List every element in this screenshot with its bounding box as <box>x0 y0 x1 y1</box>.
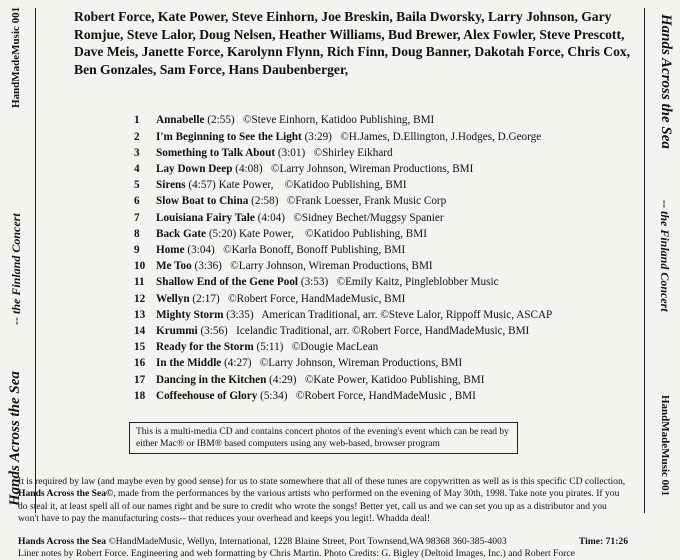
track-row <box>134 112 636 128</box>
track-title: Sirens <box>156 179 186 192</box>
track-title: Me Too <box>156 260 192 273</box>
track-info: (2:58) ©Frank Loesser, Frank Music Corp <box>248 195 447 208</box>
track-info: (4:29) ©Kate Power, Katidoo Publishing, BMI <box>266 373 485 386</box>
track-title: Lay Down Deep <box>156 162 233 175</box>
left-spine <box>0 0 36 521</box>
track-row <box>134 339 636 355</box>
track-number: 8 <box>134 227 140 240</box>
track-row <box>134 372 636 388</box>
left-spine-catalog: HandMadeMusic 001 <box>10 6 22 108</box>
track-row <box>134 242 636 258</box>
footer-publisher: ©HandMadeMusic, Wellyn, International, 1228 Blaine Street, Port Townsend,WA 98368 360-385-4003 <box>106 535 507 547</box>
track-info: (5:11) ©Dougie MacLean <box>253 341 379 354</box>
right-spine-catalog: HandMadeMusic 001 <box>659 395 671 497</box>
track-row <box>134 193 636 209</box>
track-number: 13 <box>134 308 146 321</box>
footer-publisher-line <box>18 536 507 548</box>
footer-credits: Liner notes by Robert Force. Engineering and web formatting by Chris Martin. Photo Credits: G. Bigley (Deltoid Images, Inc.) and Robert Force <box>18 548 575 560</box>
track-number: 7 <box>134 211 140 224</box>
track-title: Back Gate <box>156 227 207 240</box>
track-row <box>134 355 636 371</box>
track-info: (4:57) Kate Power, ©Katidoo Publishing, BMI <box>185 179 407 192</box>
track-number: 11 <box>134 276 145 289</box>
track-row <box>134 274 636 290</box>
track-row <box>134 210 636 226</box>
track-title: Coffeehouse of Glory <box>156 389 258 402</box>
legal-album-name: Hands Across the Sea© <box>18 488 114 500</box>
track-info: (4:27) ©Larry Johnson, Wireman Productions, BMI <box>221 357 463 370</box>
track-title: Louisiana Fairy Tale <box>156 211 255 224</box>
multimedia-note: This is a multi-media CD and contains concert photos of the evening's event which can be read by either Mac® or IBM® based computers using any web-based, browser program <box>129 422 518 454</box>
track-info: (3:53) ©Emily Kaitz, Pingleblobber Music <box>298 276 499 289</box>
track-number: 5 <box>134 179 140 192</box>
track-number: 16 <box>134 357 146 370</box>
track-info: (3:36) ©Larry Johnson, Wireman Productions, BMI <box>191 260 433 273</box>
track-title: Mighty Storm <box>156 308 224 321</box>
track-number: 6 <box>134 195 140 208</box>
track-number: 10 <box>134 260 146 273</box>
performers-list: Robert Force, Kate Power, Steve Einhorn, Joe Breskin, Baila Dworsky, Larry Johnson, Gary Romjue, Steve Lalor, Doug Nelsen, Heather Williams, Bud Brewer, Alex Fowler, Steve Prescott, Dave Meis, Janette Force, Karolynn Flynn, Rich Finn, Doug Banner, Dakotah Force, Chris Cox, Ben Gonzales, Sam Force, Hans Daubenberger, <box>74 9 631 77</box>
track-title: Annabelle <box>156 114 205 127</box>
right-spine-rule <box>644 8 645 513</box>
track-row <box>134 226 636 242</box>
track-row <box>134 388 636 404</box>
footer-time: Time: 71:26 <box>578 535 628 547</box>
track-title: Shallow End of the Gene Pool <box>156 276 299 289</box>
track-info: (3:04) ©Karla Bonoff, Bonoff Publishing, BMI <box>184 244 406 256</box>
track-info: (3:01) ©Shirley Eikhard <box>275 146 393 159</box>
track-row <box>134 129 636 145</box>
track-row <box>134 307 636 323</box>
track-row <box>134 145 636 161</box>
track-title: In the Middle <box>156 357 222 370</box>
footer <box>18 536 628 560</box>
legal-notice <box>18 476 628 526</box>
left-spine-subtitle: -- the Finland Concert <box>9 213 23 325</box>
track-number: 18 <box>134 389 146 402</box>
track-number: 12 <box>134 292 146 305</box>
track-title: Slow Boat to China <box>156 195 249 208</box>
left-spine-rule <box>35 8 36 513</box>
right-spine <box>644 0 680 521</box>
footer-row <box>18 536 628 548</box>
right-spine-subtitle: -- the Finland Concert <box>658 200 672 312</box>
main-panel <box>18 8 636 560</box>
track-info: (4:04) ©Sidney Bechet/Muggsy Spanier <box>254 211 444 224</box>
track-info: (3:56) Icelandic Traditional, arr. ©Robert Force, HandMadeMusic, BMI <box>197 325 530 338</box>
track-title: Ready for the Storm <box>156 341 254 354</box>
track-row <box>134 161 636 177</box>
track-number: 9 <box>134 244 140 256</box>
track-number: 2 <box>134 130 140 143</box>
track-info: (5:20) Kate Power, ©Katidoo Publishing, BMI <box>206 227 427 240</box>
track-info: (4:08) ©Larry Johnson, Wireman Productions, BMI <box>232 162 474 175</box>
track-number: 4 <box>134 162 140 175</box>
footer-album: Hands Across the Sea <box>18 535 107 547</box>
track-info: (3:29) ©H.James, D.Ellington, J.Hodges, D.George <box>301 130 542 143</box>
track-row <box>134 323 636 339</box>
track-info: (2:17) ©Robert Force, HandMadeMusic, BMI <box>189 292 406 305</box>
track-title: I'm Beginning to See the Light <box>156 130 302 143</box>
track-info: (5:34) ©Robert Force, HandMadeMusic , BMI <box>257 389 476 402</box>
track-title: Dancing in the Kitchen <box>156 373 267 386</box>
track-number: 15 <box>134 341 146 354</box>
track-list <box>134 112 636 404</box>
track-title: Krummi <box>156 325 198 338</box>
track-title: Wellyn <box>156 292 190 305</box>
track-number: 1 <box>134 114 140 127</box>
track-title: Home <box>156 244 185 256</box>
track-number: 14 <box>134 325 146 338</box>
track-info: (2:55) ©Steve Einhorn, Katidoo Publishing, BMI <box>204 114 435 127</box>
right-spine-title: Hands Across the Sea <box>658 14 674 149</box>
legal-text-part2: , made from the performances by the various artists who performed on the evening of May 30th, 1998. Take note you pirates. If you do steal it, at least spell all of our names right and be sure to credit who wrote the songs! Better yet, call us and we can set you up as a distributor and you won't have to pay the manufacturing costs-- that reduces your overhead and keeps you legit!. Whadda deal! <box>18 488 620 525</box>
track-info: (3:35) American Traditional, arr. ©Steve Lalor, Rippoff Music, ASCAP <box>223 308 553 321</box>
legal-text-part1: It is required by law (and maybe even by good sense) for us to state somewhere that all of these tunes are copywritten as well as is this specific CD collection, <box>18 476 626 488</box>
track-number: 17 <box>134 373 146 386</box>
track-row <box>134 177 636 193</box>
track-number: 3 <box>134 146 140 159</box>
left-spine-title: Hands Across the Sea <box>7 371 23 506</box>
track-title: Something to Talk About <box>156 146 276 159</box>
track-row <box>134 258 636 274</box>
track-row <box>134 291 636 307</box>
